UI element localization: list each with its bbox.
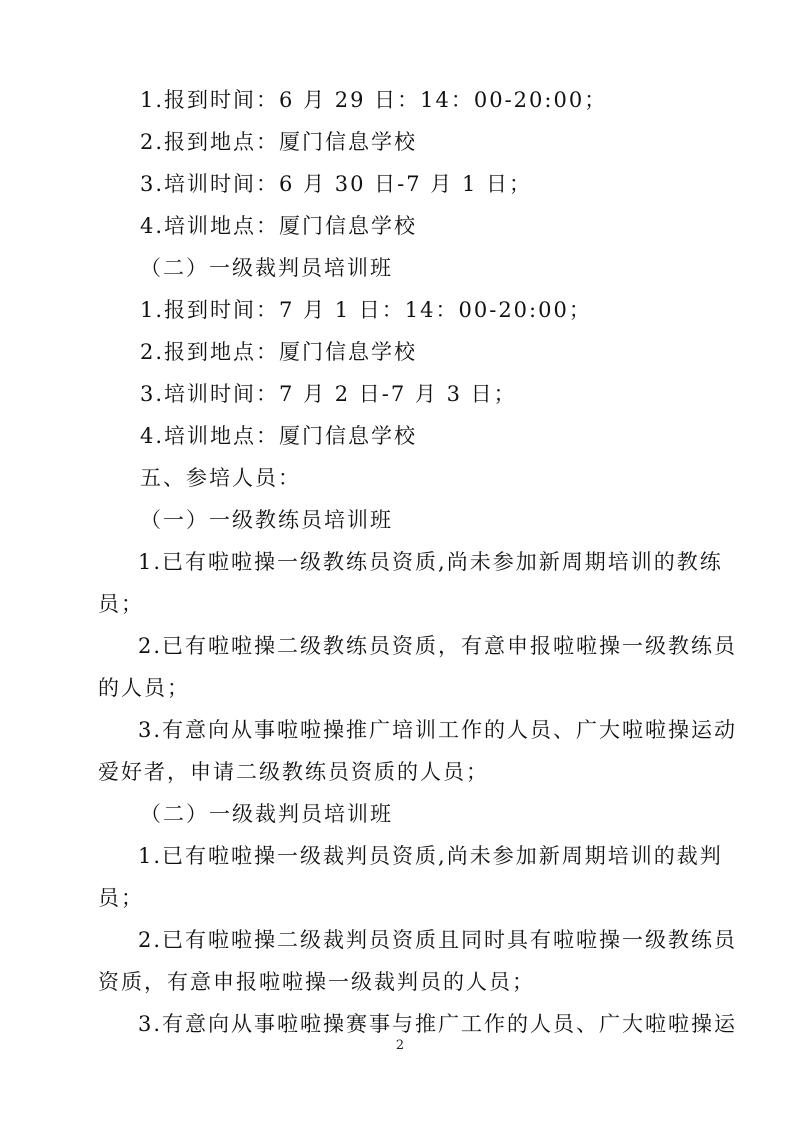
text-line: 员； [98,886,144,910]
section-heading: （一）一级教练员培训班 [140,508,393,532]
text-line: 员； [98,592,144,616]
text-line: 1.已有啦啦操一级教练员资质,尚未参加新周期培训的教练 [138,550,723,574]
text-line: 2.报到地点：厦门信息学校 [140,130,418,154]
section-heading: （二）一级裁判员培训班 [140,802,393,826]
text-line: 3.培训时间：7 月 2 日-7 月 3 日； [140,382,517,406]
text-line: 2.已有啦啦操二级教练员资质，有意申报啦啦操一级教练员 [138,634,738,658]
text-line: 2.报到地点：厦门信息学校 [140,340,418,364]
text-line: 4.培训地点：厦门信息学校 [140,424,418,448]
text-line: 资质，有意申报啦啦操一级裁判员的人员； [98,970,535,994]
text-line: 1.报到时间：6 月 29 日：14：00-20:00； [140,88,608,112]
text-line: 4.培训地点：厦门信息学校 [140,214,418,238]
text-line: 1.已有啦啦操一级裁判员资质,尚未参加新周期培训的裁判 [138,844,723,868]
text-line: 2.已有啦啦操二级裁判员资质且同时具有啦啦操一级教练员 [138,928,738,952]
text-line: 3.有意向从事啦啦操赛事与推广工作的人员、广大啦啦操运 [138,1012,738,1036]
text-line: 3.培训时间：6 月 30 日-7 月 1 日； [140,172,532,196]
section-heading: 五、参培人员： [140,466,301,490]
text-line: 的人员； [98,676,190,700]
text-line: 1.报到时间：7 月 1 日：14：00-20:00； [140,298,592,322]
section-heading: （二）一级裁判员培训班 [140,256,393,280]
text-line: 爱好者，申请二级教练员资质的人员； [98,760,489,784]
text-line: 3.有意向从事啦啦操推广培训工作的人员、广大啦啦操运动 [138,718,738,742]
page-number: 2 [395,1038,405,1053]
